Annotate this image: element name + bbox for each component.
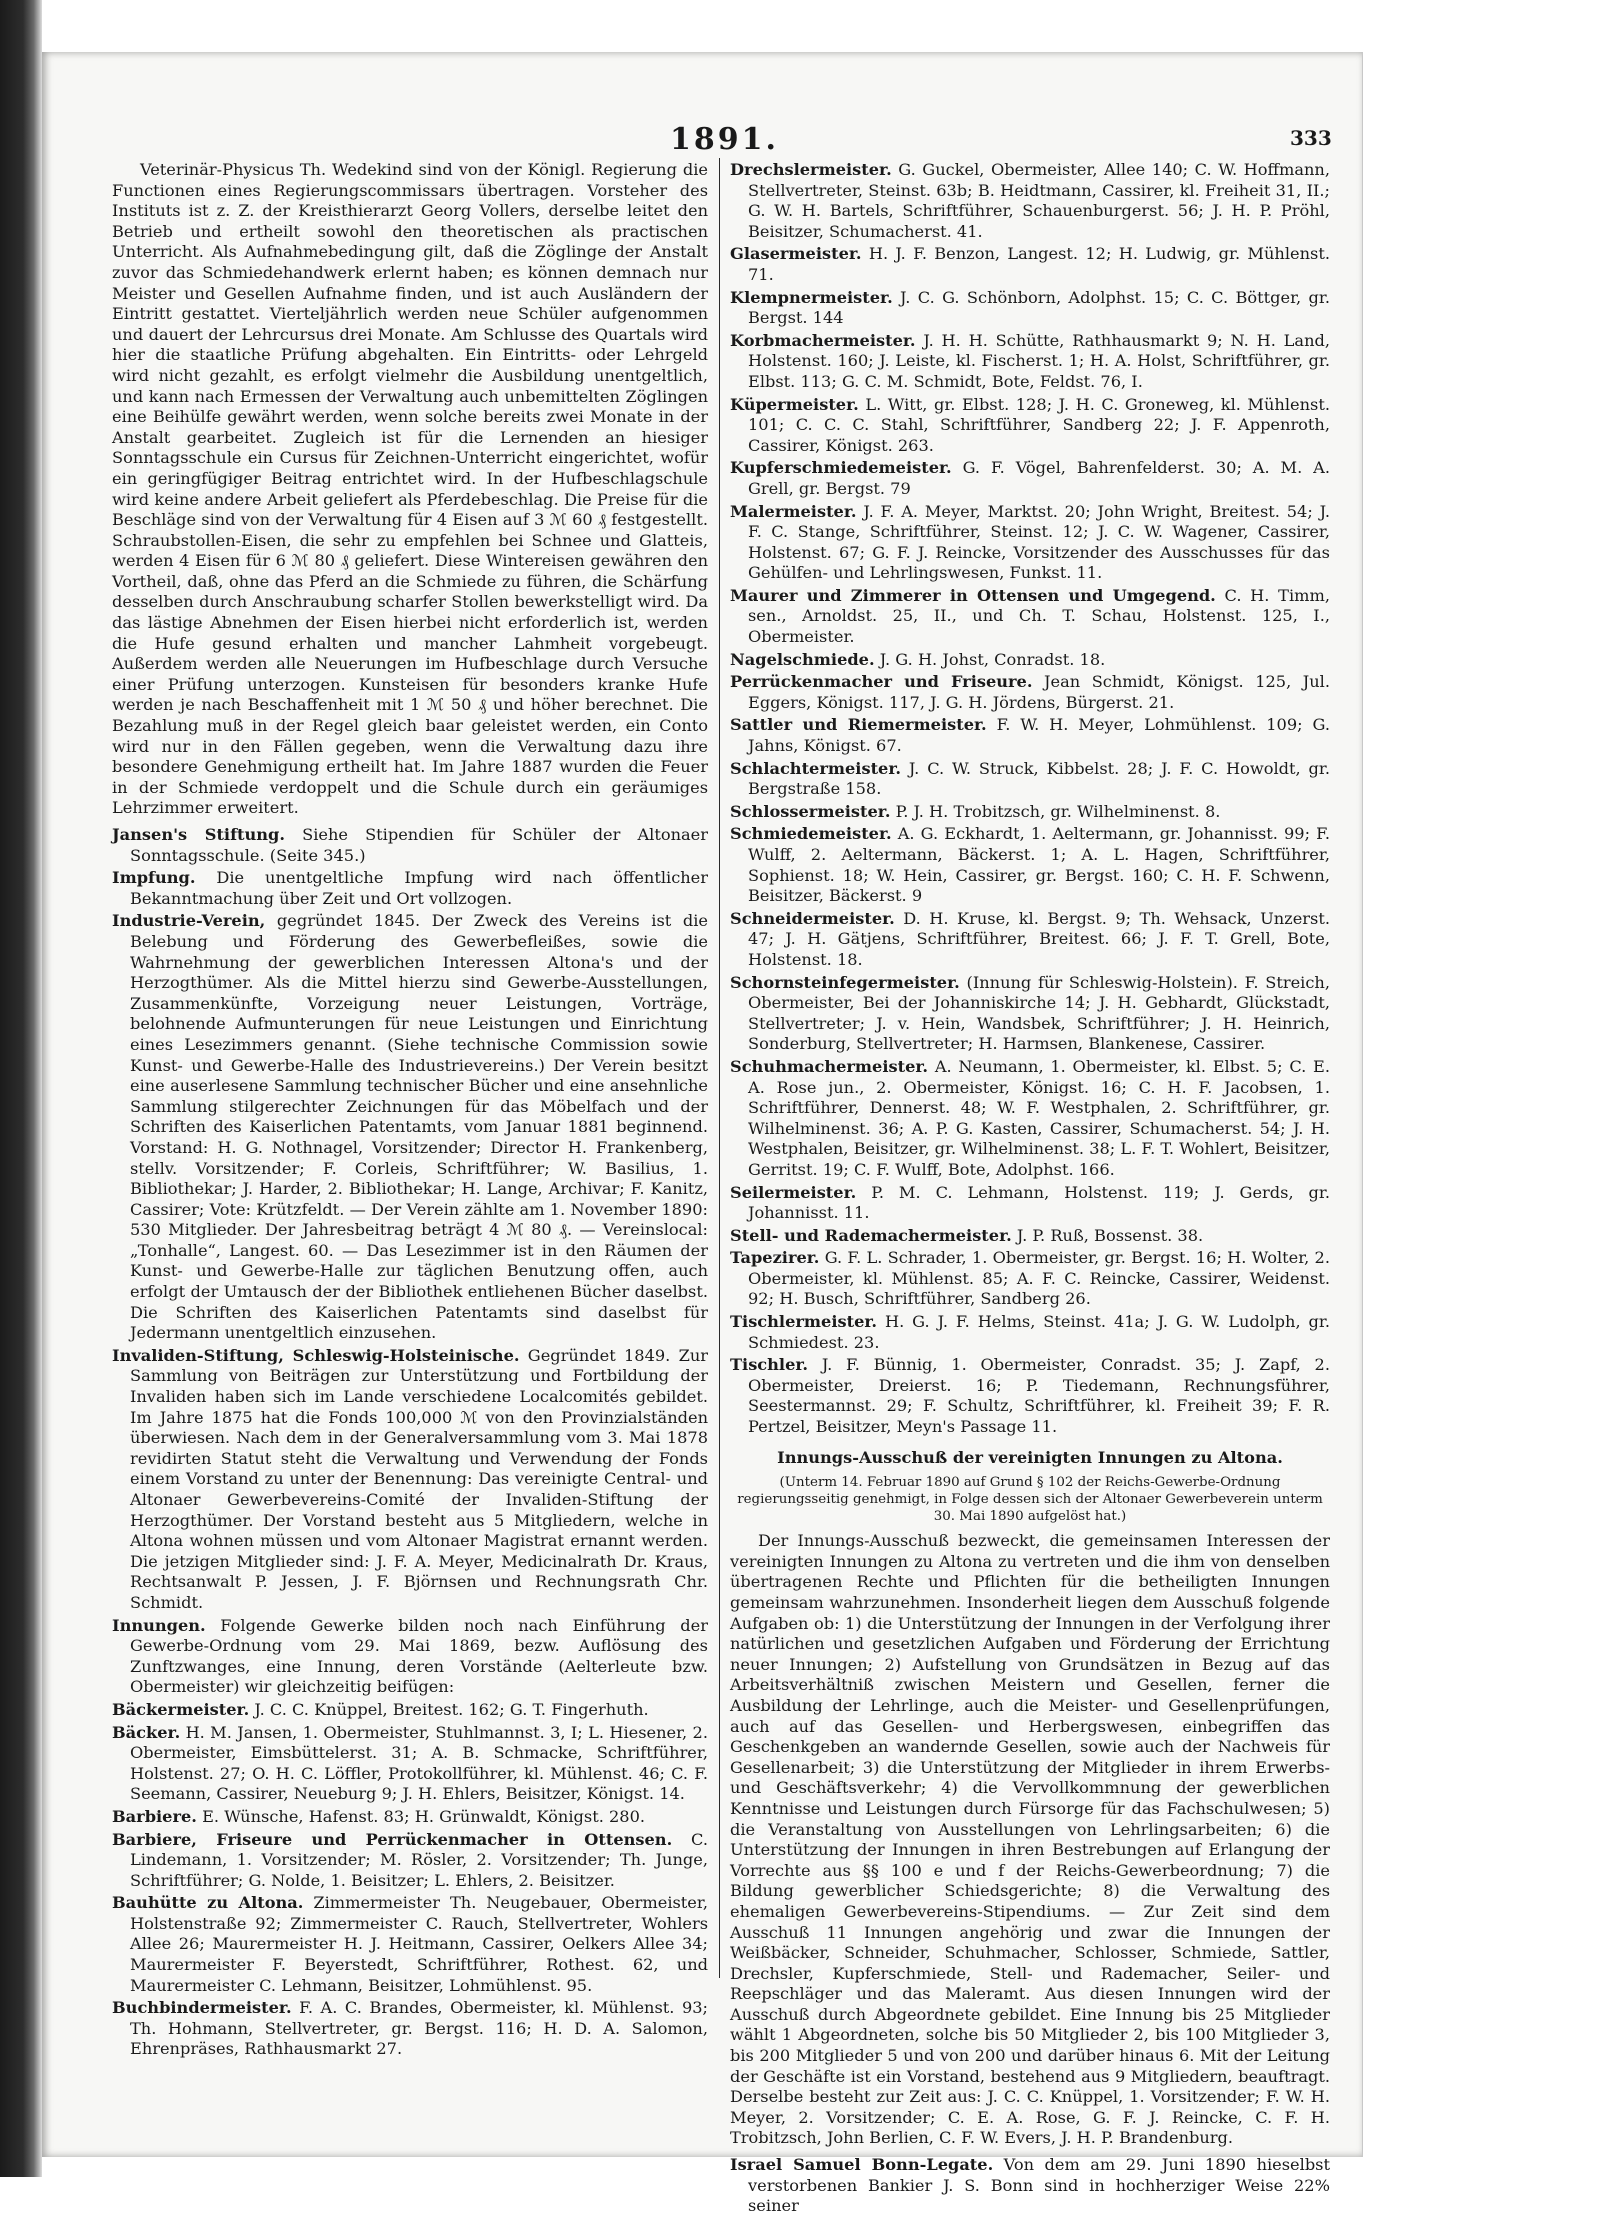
directory-entry xyxy=(112,1807,708,1828)
directory-entry xyxy=(112,825,708,866)
entry-heading: Jansen's Stiftung. xyxy=(112,825,286,844)
entry-heading: Perrückenmacher und Friseure. xyxy=(730,672,1033,692)
paragraph: Veterinär-Physicus Th. Wedekind sind von der Königl. Regierung die Functionen eines Regierungscommissars übertragen. Vorsteher des Instituts ist z. Z. der Kreisthierarzt Georg Vollers, derselbe leitet den Betrieb und ertheilt sowohl den theoretischen als practischen Unterricht. Als Aufnahmebedingung gilt, daß die Zöglinge der Anstalt zuvor das Schmiedehandwerk erlernt haben; es können demnach nur Meister und Gesellen Aufnahme finden, und ist auch Ausländern der Eintritt gestattet. Vierteljährlich werden neue Schüler aufgenommen und dauert der Lehrcursus drei Monate. Am Schlusse des Quartals wird hier die staatliche Prüfung abgehalten. Ein Eintritts- oder Lehrgeld wird nicht gezahlt, es erfolgt vielmehr die Ausbildung unentgeltlich, und kann nach Ermessen der Verwaltung auch unbemittelten Zöglingen eine Beihülfe gewährt werden, wenn solche bereits zwei Monate in der Anstalt gearbeitet. Zugleich ist für die Lernenden an hiesiger Sonntagsschule ein Cursus für Zeichnen-Unterricht eingerichtet, wofür ein geringfügiger Beitrag entrichtet wird. In der Hufbeschlagschule wird keine andere Arbeit geliefert als Pferdebeschlag. Die Preise für die Beschläge sind von der Verwaltung für 4 Eisen auf 3 ℳ 60 ₰ festgestellt. Schraubstollen-Eisen, die sehr zu empfehlen bei Schnee und Glatteis, werden 4 Eisen für 6 ℳ 80 ₰ geliefert. Diese Wintereisen gewähren den Vortheil, daß, ohne das Pferd an die Schmiede zu führen, die Schärfung desselben durch Anschraubung scharfer Stollen bewerkstelligt wird. Da das lästige Abnehmen der Eisen hierbei nicht erforderlich ist, werden die Hufe gesund erhalten und mancher Lahmheit vorgebeugt. Außerdem werden alle Neuerungen im Hufbeschlage durch Versuche einer Prüfung unterzogen. Kunsteisen für besonders kranke Hufe werden je nach Beschaffenheit mit 1 ℳ 50 ₰ und höher berechnet. Die Bezahlung muß in der Regel gleich baar geleistet werden, ein Conto wird nur in den Fällen gegeben, wenn die Verwaltung dazu ihre besondere Genehmigung ertheilt hat. Im Jahre 1887 wurden die Feuer in der Schmiede verdoppelt und die Schule durch ein geräumiges Lehrzimmer erweitert. xyxy=(112,160,708,818)
entry-heading: Bäckermeister. xyxy=(112,1699,250,1719)
directory-entry xyxy=(730,2155,1330,2217)
directory-entry xyxy=(730,909,1330,971)
page-number: 333 xyxy=(1290,126,1332,150)
entry-heading: Korbmachermeister. xyxy=(730,330,916,350)
entry-text: J. G. H. Johst, Conradst. 18. xyxy=(874,649,1106,669)
entry-text: Siehe Stipendien für Schüler der Altonaer Sonntagsschule. (Seite 345.) xyxy=(130,825,708,865)
entry-heading: Innungen. xyxy=(112,1615,206,1635)
entry-heading: Tapezirer. xyxy=(730,1248,820,1268)
entry-text: J. C. W. Struck, Kibbelst. 28; J. F. C. Howoldt, gr. Bergstraße 158. xyxy=(748,758,1330,799)
directory-entry xyxy=(730,973,1330,1055)
section-note: (Unterm 14. Februar 1890 auf Grund § 102 der Reichs-Gewerbe-Ordnung regierungsseitig genehmigt, in Folge dessen sich der Altonaer Gewerbeverein unterm 30. Mai 1890 aufgelöst hat.) xyxy=(737,1475,1323,1525)
directory-entry xyxy=(112,1830,708,1892)
entry-text: C. Lindemann, 1. Vorsitzender; M. Rösler, 2. Vorsitzender; Th. Junge, Schriftführer; G. Nolde, 1. Beisitzer; L. Ehlers, 2. Beisitzer. xyxy=(130,1829,708,1890)
entry-text: H. G. J. F. Helms, Steinst. 41a; J. G. W. Ludolph, gr. Schmiedest. 23. xyxy=(748,1312,1330,1352)
section-heading: Innungs-Ausschuß der vereinigten Innungen zu Altona. xyxy=(777,1447,1283,1467)
entry-text: F. W. H. Meyer, Lohmühlenst. 109; G. Jahns, Königst. 67. xyxy=(748,715,1330,756)
entry-text: J. C. C. Knüppel, Breitest. 162; G. T. Fingerhuth. xyxy=(249,1699,649,1719)
entry-text: E. Wünsche, Hafenst. 83; H. Grünwaldt, Königst. 280. xyxy=(196,1806,646,1826)
entry-heading: Schneidermeister. xyxy=(730,908,895,928)
entry-heading: Sattler und Riemermeister. xyxy=(730,715,987,735)
directory-entry xyxy=(112,1998,708,2060)
directory-entry xyxy=(730,331,1330,393)
entry-heading: Impfung. xyxy=(112,868,196,888)
entry-text: Jean Schmidt, Königst. 125, Jul. Eggers, Königst. 117, J. G. H. Jördens, Bürgerst. 21. xyxy=(748,672,1330,712)
entry-text: H. M. Jansen, 1. Obermeister, Stuhlmannst. 3, I; L. Hiesener, 2. Obermeister, Eimsbüttelerst. 31; A. B. Schmacke, Schriftführer, Holstenst. 27; O. H. C. Löffler, Protokollführer, kl. Mühlenst. 46; C. F. Seemann, Cassirer, Neueburg 9; J. H. Ehlers, Beisitzer, Königst. 14. xyxy=(130,1722,708,1804)
entry-heading: Klempnermeister. xyxy=(730,287,893,307)
entry-text: F. A. C. Brandes, Obermeister, kl. Mühlenst. 93; Th. Hohmann, Stellvertreter, gr. Bergst. 116; H. D. A. Salomon, Ehrenpräses, Rathhausmarkt 27. xyxy=(130,1998,708,2059)
entry-text: G. F. Vögel, Bahrenfelderst. 30; A. M. A. Grell, gr. Bergst. 79 xyxy=(748,458,1330,498)
entry-text: A. Neumann, 1. Obermeister, kl. Elbst. 5; C. E. A. Rose jun., 2. Obermeister, Königst. 16; C. H. F. Jacobsen, 1. Schriftführer, Dennerst. 48; W. F. Westphalen, 2. Schriftführer, gr. Wilhelminenst. 36; A. P. G. Kasten, Cassirer, Schumacherst. 54; J. H. Westphalen, Beisitzer, gr. Wilhelminenst. 38; L. F. T. Wohlert, Beisitzer, Gerritst. 19; C. F. Wulff, Bote, Adolphst. 166. xyxy=(748,1056,1330,1179)
directory-entry xyxy=(730,824,1330,906)
directory-entry xyxy=(730,802,1330,823)
directory-entry xyxy=(730,650,1330,671)
directory-entry xyxy=(112,1723,708,1805)
directory-entry xyxy=(112,1893,708,1996)
directory-entry xyxy=(730,395,1330,457)
entry-text: Folgende Gewerke bilden noch nach Einführung der Gewerbe-Ordnung vom 29. Mai 1869, bezw. Auflösung des Zunftzwanges, eine Innung, deren Vorstände (Aelterleute bzw. Obermeister) wir gleichzeitig beifügen: xyxy=(130,1615,708,1697)
entry-text: Die unentgeltliche Impfung wird nach öffentlicher Bekanntmachung über Zeit und Ort vollzogen. xyxy=(130,868,708,908)
page-year: 1891. xyxy=(670,122,779,157)
entry-text: L. Witt, gr. Elbst. 128; J. H. C. Groneweg, kl. Mühlenst. 101; C. C. C. Stahl, Schriftführer, Sandberg 22; J. F. Appenroth, Cassirer, Königst. 263. xyxy=(748,394,1330,455)
left-column xyxy=(112,160,708,2059)
right-column xyxy=(730,160,1330,2216)
directory-entry xyxy=(730,288,1330,329)
entry-heading: Drechslermeister. xyxy=(730,160,892,179)
directory-entry xyxy=(730,1057,1330,1181)
entry-heading: Malermeister. xyxy=(730,501,857,521)
directory-entry xyxy=(730,160,1330,242)
directory-entry xyxy=(730,1355,1330,1437)
directory-entry xyxy=(730,672,1330,713)
entry-text: A. G. Eckhardt, 1. Aeltermann, gr. Johannisst. 99; F. Wulff, 2. Aeltermann, Bäckerst. 1; A. L. Hagen, Schriftführer, Sophienst. 18; W. Hein, Cassirer, gr. Bergst. 160; C. H. F. Schwenn, Beisitzer, Bäckerst. 9 xyxy=(748,824,1330,906)
entry-heading: Israel Samuel Bonn-Legate. xyxy=(730,2155,994,2175)
entry-heading: Stell- und Rademachermeister. xyxy=(730,1225,1012,1245)
entry-heading: Kupferschmiedemeister. xyxy=(730,458,952,478)
directory-entry xyxy=(112,1346,708,1614)
entry-heading: Bauhütte zu Altona. xyxy=(112,1893,304,1913)
entry-text: G. Guckel, Obermeister, Allee 140; C. W. Hoffmann, Stellvertreter, Steinst. 63b; B. Heidtmann, Cassirer, kl. Freiheit 31, II.; G. W. H. Bartels, Schriftführer, Schauenburgerst. 56; J. H. P. Pröhl, Beisitzer, Schumacherst. 41. xyxy=(748,160,1330,241)
entry-heading: Schornsteinfegermeister. xyxy=(730,972,960,992)
entry-text: Zimmermeister Th. Neugebauer, Obermeister, Holstenstraße 92; Zimmermeister C. Rauch, Stellvertreter, Wohlers Allee 26; Maurermeister H. J. Heitmann, Cassirer, Oelkers Allee 34; Maurermeister F. Beyerstedt, Schriftführer, Rothest. 62, und Maurermeister C. Lehmann, Beisitzer, Lohmühlenst. 95. xyxy=(130,1893,708,1995)
directory-entry xyxy=(112,1616,708,1698)
entry-text: Gegründet 1849. Zur Sammlung von Beiträgen zur Unterstützung und Fortbildung der Invaliden haben sich im Lande verschiedene Localcomités gebildet. Im Jahre 1875 hat die Fonds 100,000 ℳ von den Provinzialständen überwiesen. Nach dem in der Generalversammlung vom 3. Mai 1878 revidirten Statut steht die Verwaltung und Verwendung der Fonds einem Vorstand zu unter der Benennung: Das vereinigte Central- und Altonaer Gewerbevereins-Comité der Invaliden-Stiftung der Herzogthümer. Der Vorstand besteht aus 5 Mitgliedern, welche in Altona wohnen müssen und vom Altonaer Magistrat ernannt werden. Die jetzigen Mitglieder sind: J. F. A. Meyer, Medicinalrath Dr. Kraus, Rechtsanwalt P. Jessen, J. F. Björnsen und Rechnungsrath Chr. Schmidt. xyxy=(130,1345,708,1612)
directory-entry xyxy=(730,715,1330,756)
directory-entry xyxy=(730,1226,1330,1247)
directory-entry xyxy=(730,586,1330,648)
entry-heading: Bäcker. xyxy=(112,1722,181,1742)
entry-text: J. P. Ruß, Bossenst. 38. xyxy=(1011,1225,1204,1245)
entry-text: P. J. H. Trobitzsch, gr. Wilhelminenst. 8. xyxy=(890,801,1221,821)
entry-heading: Schmiedemeister. xyxy=(730,824,892,844)
entry-heading: Schlossermeister. xyxy=(730,801,891,821)
entry-text: J. F. A. Meyer, Marktst. 20; John Wright, Breitest. 54; J. F. C. Stange, Schriftführer, Steinst. 12; J. C. W. Wagener, Cassirer, Holstenst. 67; G. F. J. Reincke, Vorsitzender des Ausschusses für das Gehülfen- und Lehrlingswesen, Funkst. 11. xyxy=(748,501,1330,583)
entry-heading: Buchbindermeister. xyxy=(112,1998,292,2018)
entry-heading: Nagelschmiede. xyxy=(730,649,875,669)
paragraph: Der Innungs-Ausschuß bezweckt, die gemeinsamen Interessen der vereinigten Innungen zu Altona zu vertreten und die ihm von denselben übertragenen Rechte und Pflichten für die betheiligten Innungen gemeinsam wahrzunehmen. Insonderheit liegen dem Ausschuß folgende Aufgaben ob: 1) die Unterstützung der Innungen in der Verfolgung ihrer natürlichen und gesetzlichen Aufgaben und Förderung der Errichtung neuer Innungen; 2) Aufstellung von Grundsätzen in Bezug auf das Arbeitsverhältniß zwischen Meistern und Gesellen, ferner die Ausbildung der Lehrlinge, auch die Meister- und Gesellenprüfungen, auch auf das Gesellen- und Herbergswesen, einbegriffen das Geschenkgeben an wandernde Gesellen, sowie auch der Nachweis für Gesellenarbeit; 3) die Unterstützung der Mitglieder in ihrem Erwerbs- und Geschäftsverkehr; 4) die Vervollkommnung der gewerblichen Kenntnisse und Leistungen durch Fürsorge für das Fachschulwesen; 5) die Veranstaltung von Ausstellungen von Lehrlingsarbeiten; 6) die Unterstützung der Innungen in ihren Bestrebungen auf Erlangung der Vorrechte aus §§ 100 e und f der Reichs-Gewerbeordnung; 7) die Bildung gewerblicher Schiedsgerichte; 8) die Verwaltung des ehemaligen Gewerbevereins-Stipendiums. — Zur Zeit sind dem Ausschuß 11 Innungen angehörig und zwar die Innungen der Weißbäcker, Schneider, Schuhmacher, Schlosser, Schmiede, Sattler, Drechsler, Kupferschmiede, Stell- und Rademacher, Seiler- und Reepschläger und das Maleramt. Aus diesen Innungen wird der Ausschuß durch Abgeordnete gebildet. Eine Innung bis 25 Mitglieder wählt 1 Abgeordneten, solche bis 50 Mitglieder 2, bis 100 Mitglieder 3, bis 200 Mitglieder 5 und von 200 und darüber hinaus 6. Mit der Leitung der Geschäfte ist ein Vorstand, bestehend aus 9 Mitgliedern, beauftragt. Derselbe besteht zur Zeit aus: J. C. C. Knüppel, 1. Vorsitzender; F. W. H. Meyer, 2. Vorsitzender; C. E. A. Rose, G. F. J. Reincke, C. F. H. Trobitzsch, John Berlien, C. F. W. Evers, J. H. P. Brandenburg. xyxy=(730,1531,1330,2148)
entry-text: P. M. C. Lehmann, Holstenst. 119; J. Gerds, gr. Johannisst. 11. xyxy=(748,1182,1330,1223)
book-binding xyxy=(0,0,42,2177)
directory-entry xyxy=(112,911,708,1343)
entry-heading: Küpermeister. xyxy=(730,394,859,414)
entry-heading: Barbiere, Friseure und Perrückenmacher in Ottensen. xyxy=(112,1829,673,1849)
entry-heading: Tischlermeister. xyxy=(730,1312,878,1332)
entry-heading: Industrie-Verein, xyxy=(112,911,266,931)
directory-entry xyxy=(730,1183,1330,1224)
entry-heading: Glasermeister. xyxy=(730,244,862,264)
entry-text: J. C. G. Schönborn, Adolphst. 15; C. C. Böttger, gr. Bergst. 144 xyxy=(748,287,1330,328)
directory-entry xyxy=(730,502,1330,584)
directory-entry xyxy=(730,458,1330,499)
entry-heading: Schlachtermeister. xyxy=(730,758,902,778)
entry-text: J. H. H. Schütte, Rathhausmarkt 9; N. H. Land, Holstenst. 160; J. Leiste, kl. Fischerst. 1; H. A. Holst, Schriftführer, gr. Elbst. 113; G. C. M. Schmidt, Bote, Feldst. 76, I. xyxy=(748,330,1330,391)
directory-entry xyxy=(730,1248,1330,1310)
entry-text: D. H. Kruse, kl. Bergst. 9; Th. Wehsack, Unzerst. 47; J. H. Gätjens, Schriftführer, Breitest. 66; J. F. T. Grell, Bote, Holstenst. 18. xyxy=(748,908,1330,969)
directory-entry xyxy=(730,759,1330,800)
entry-text: Von dem am 29. Juni 1890 hieselbst verstorbenen Bankier J. S. Bonn sind in hochherziger Weise 22% seiner xyxy=(748,2155,1330,2216)
directory-entry xyxy=(730,244,1330,285)
entry-heading: Barbiere. xyxy=(112,1806,197,1826)
entry-heading: Tischler. xyxy=(730,1355,809,1375)
column-rule xyxy=(719,158,720,1978)
directory-entry xyxy=(112,1700,708,1721)
entry-heading: Maurer und Zimmerer in Ottensen und Umgegend. xyxy=(730,585,1216,605)
entry-heading: Invaliden-Stiftung, Schleswig-Holsteinische. xyxy=(112,1345,520,1365)
entry-heading: Seilermeister. xyxy=(730,1182,857,1202)
entry-text: C. H. Timm, sen., Arnoldst. 25, II., und Ch. T. Schau, Holstenst. 125, I., Obermeister. xyxy=(748,585,1330,647)
entry-text: H. J. F. Benzon, Langest. 12; H. Ludwig, gr. Mühlenst. 71. xyxy=(748,244,1330,284)
directory-entry xyxy=(730,1312,1330,1353)
entry-text: gegründet 1845. Der Zweck des Vereins ist die Belebung und Förderung des Gewerbefleißes, sowie die Wahrnehmung der gewerblichen Interessen Altona's und der Herzogthümer. Als die Mittel hierzu sind Gewerbe-Ausstellungen, Zusammenkünfte, Vorzeigung neuer Leistungen, Vorträge, belohnende Aufmunterungen für neue Leistungen und Einrichtung eines Lesezimmers genannt. (Siehe technische Commission sowie Kunst- und Gewerbe-Halle des Industrievereins.) Der Verein besitzt eine auserlesene Sammlung technischer Bücher und eine ansehnliche Sammlung stilgerechter Zeichnungen für das Möbelfach und der Schriften des Kaiserlichen Patentamts, vom Januar 1881 beginnend. Vorstand: H. G. Nothnagel, Vorsitzender; Director H. Frankenberg, stellv. Vorsitzender; F. Corleis, Schriftführer; W. Basilius, 1. Bibliothekar; J. Harder, 2. Bibliothekar; H. Lange, Archivar; F. Kanitz, Cassirer; Vote: Krützfeldt. — Der Verein zählte am 1. November 1890: 530 Mitglieder. Der Jahresbeitrag beträgt 4 ℳ 80 ₰. — Vereinslocal: „Tonhalle“, Langest. 60. — Das Lesezimmer ist in den Räumen der Kunst- und Gewerbe-Halle zur täglichen Benutzung offen, auch erfolgt der Umtausch der der Bibliothek entliehenen Bücher daselbst. Die Schriften des Kaiserlichen Patentamts sind daselbst für Jedermann unentgeltlich einzusehen. xyxy=(130,911,708,1343)
entry-heading: Schuhmachermeister. xyxy=(730,1056,929,1076)
entry-text: (Innung für Schleswig-Holstein). F. Streich, Obermeister, Bei der Johanniskirche 14; J. H. Gebhardt, Glückstadt, Stellvertreter; J. v. Hein, Wandsbek, Schriftführer; J. H. Heinrich, Sonderburg, Stellvertreter; H. Harmsen, Blankenese, Cassirer. xyxy=(748,972,1330,1054)
directory-entry xyxy=(112,868,708,909)
entry-text: J. F. Bünnig, 1. Obermeister, Conradst. 35; J. Zapf, 2. Obermeister, Dreierst. 16; P. Tiedemann, Rechnungsführer, Seestermannst. 29; F. Schultz, Schriftführer, kl. Freiheit 39; F. R. Pertzel, Beisitzer, Meyn's Passage 11. xyxy=(748,1355,1330,1437)
entry-text: G. F. L. Schrader, 1. Obermeister, gr. Bergst. 16; H. Wolter, 2. Obermeister, kl. Mühlenst. 85; A. F. C. Reincke, Cassirer, Weidenst. 92; H. Busch, Schriftführer, Sandberg 26. xyxy=(748,1248,1330,1309)
